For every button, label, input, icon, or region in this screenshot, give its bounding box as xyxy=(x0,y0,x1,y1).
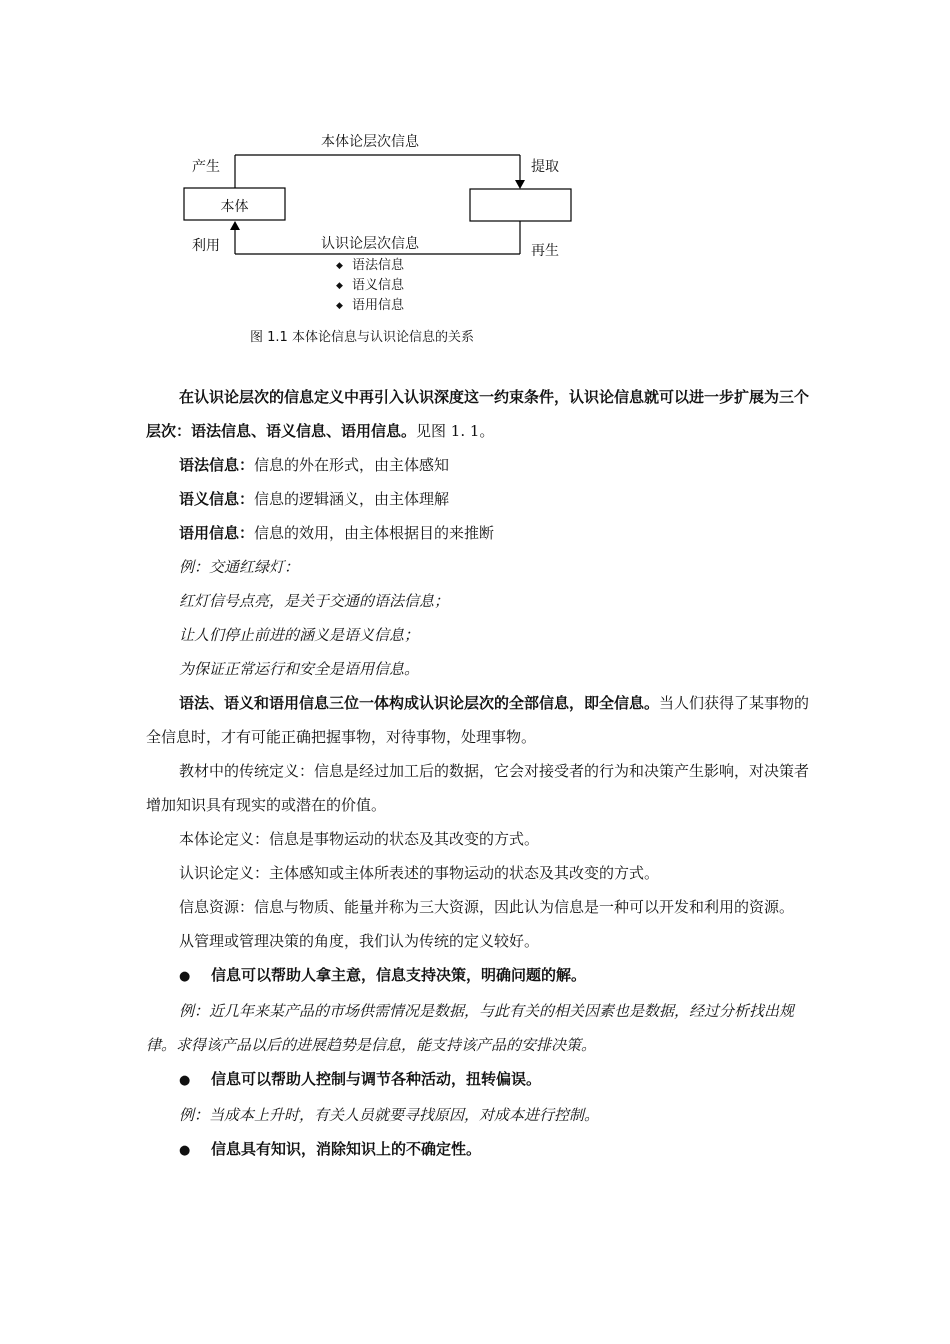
example-paragraph: 例：当成本上升时，有关人员就要寻找原因，对成本进行控制。 xyxy=(179,1106,600,1124)
diagram-lines xyxy=(0,0,950,360)
paragraph: 本体论定义：信息是事物运动的状态及其改变的方式。 xyxy=(179,830,540,848)
bullet-dot-icon: ● xyxy=(179,1073,191,1088)
top-label: 本体论层次信息 xyxy=(321,134,419,150)
paragraph: 教材中的传统定义：信息是经过加工后的数据，它会对接受者的行为和决策产生影响，对决策者增加知识具有现实的或潜在的价值。 xyxy=(146,762,810,814)
figure-1-1 xyxy=(0,0,950,360)
bottom-label: 认识论层次信息 xyxy=(321,236,419,252)
arrow-up-head xyxy=(230,221,240,230)
paragraph: 在认识论层次的信息定义中再引入认识深度这一约束条件，认识论信息就可以进一步扩展为三个层次：语法信息、语义信息、语用信息。见图 1. 1。 xyxy=(146,388,810,440)
paragraph: 信息资源：信息与物质、能量并称为三大资源，因此认为信息是一种可以开发和利用的资源。 xyxy=(179,898,795,916)
figure-caption: 图 1.1 本体论信息与认识论信息的关系 xyxy=(250,330,474,345)
diamond-bullet-icon: ◆ xyxy=(336,281,343,291)
bullet-item: ● 信息可以帮助人控制与调节各种活动，扭转偏误。 xyxy=(146,1062,816,1098)
bullet-dot-icon: ● xyxy=(179,1143,191,1158)
ontology-box-label: 本体 xyxy=(220,199,249,215)
definition-semantic: 语义信息：信息的逻辑涵义，由主体理解 xyxy=(179,490,450,508)
example-paragraph: 例：近几年来某产品的市场供需情况是数据，与此有关的相关因素也是数据，经过分析找出规律。求得该产品以后的进展趋势是信息，能支持该产品的安排决策。 xyxy=(146,1002,795,1054)
extract-label: 提取 xyxy=(531,159,559,175)
definition-pragmatic: 语用信息：信息的效用，由主体根据目的来推断 xyxy=(179,524,495,542)
paragraph: 从管理或管理决策的角度，我们认为传统的定义较好。 xyxy=(179,932,540,950)
bullet-item: ● 信息可以帮助人拿主意，信息支持决策，明确问题的解。 xyxy=(146,958,816,994)
example-line: 让人们停止前进的涵义是语义信息； xyxy=(179,626,420,644)
bullet-dot-icon: ● xyxy=(179,969,191,984)
info-type-item: ◆ 语法信息 xyxy=(336,256,404,276)
info-type-list xyxy=(336,256,404,316)
body-text xyxy=(146,380,816,1168)
right-box xyxy=(470,189,571,221)
info-type-item: ◆ 语用信息 xyxy=(336,296,404,316)
definition-syntax: 语法信息：信息的外在形式，由主体感知 xyxy=(179,456,450,474)
produce-label: 产生 xyxy=(192,159,220,175)
regenerate-label: 再生 xyxy=(531,243,559,259)
example-title: 例：交通红绿灯： xyxy=(179,558,300,576)
info-type-item: ◆ 语义信息 xyxy=(336,276,404,296)
example-line: 红灯信号点亮，是关于交通的语法信息； xyxy=(179,592,450,610)
diamond-bullet-icon: ◆ xyxy=(336,261,343,271)
diamond-bullet-icon: ◆ xyxy=(336,301,343,311)
example-line: 为保证正常运行和安全是语用信息。 xyxy=(179,660,420,678)
paragraph: 认识论定义：主体感知或主体所表述的事物运动的状态及其改变的方式。 xyxy=(179,864,660,882)
use-label: 利用 xyxy=(192,238,220,254)
paragraph: 语法、语义和语用信息三位一体构成认识论层次的全部信息，即全信息。当人们获得了某事物的全信息时，才有可能正确把握事物，对待事物，处理事物。 xyxy=(146,694,810,746)
bullet-item: ● 信息具有知识，消除知识上的不确定性。 xyxy=(146,1132,816,1168)
arrow-down-head xyxy=(515,180,525,189)
